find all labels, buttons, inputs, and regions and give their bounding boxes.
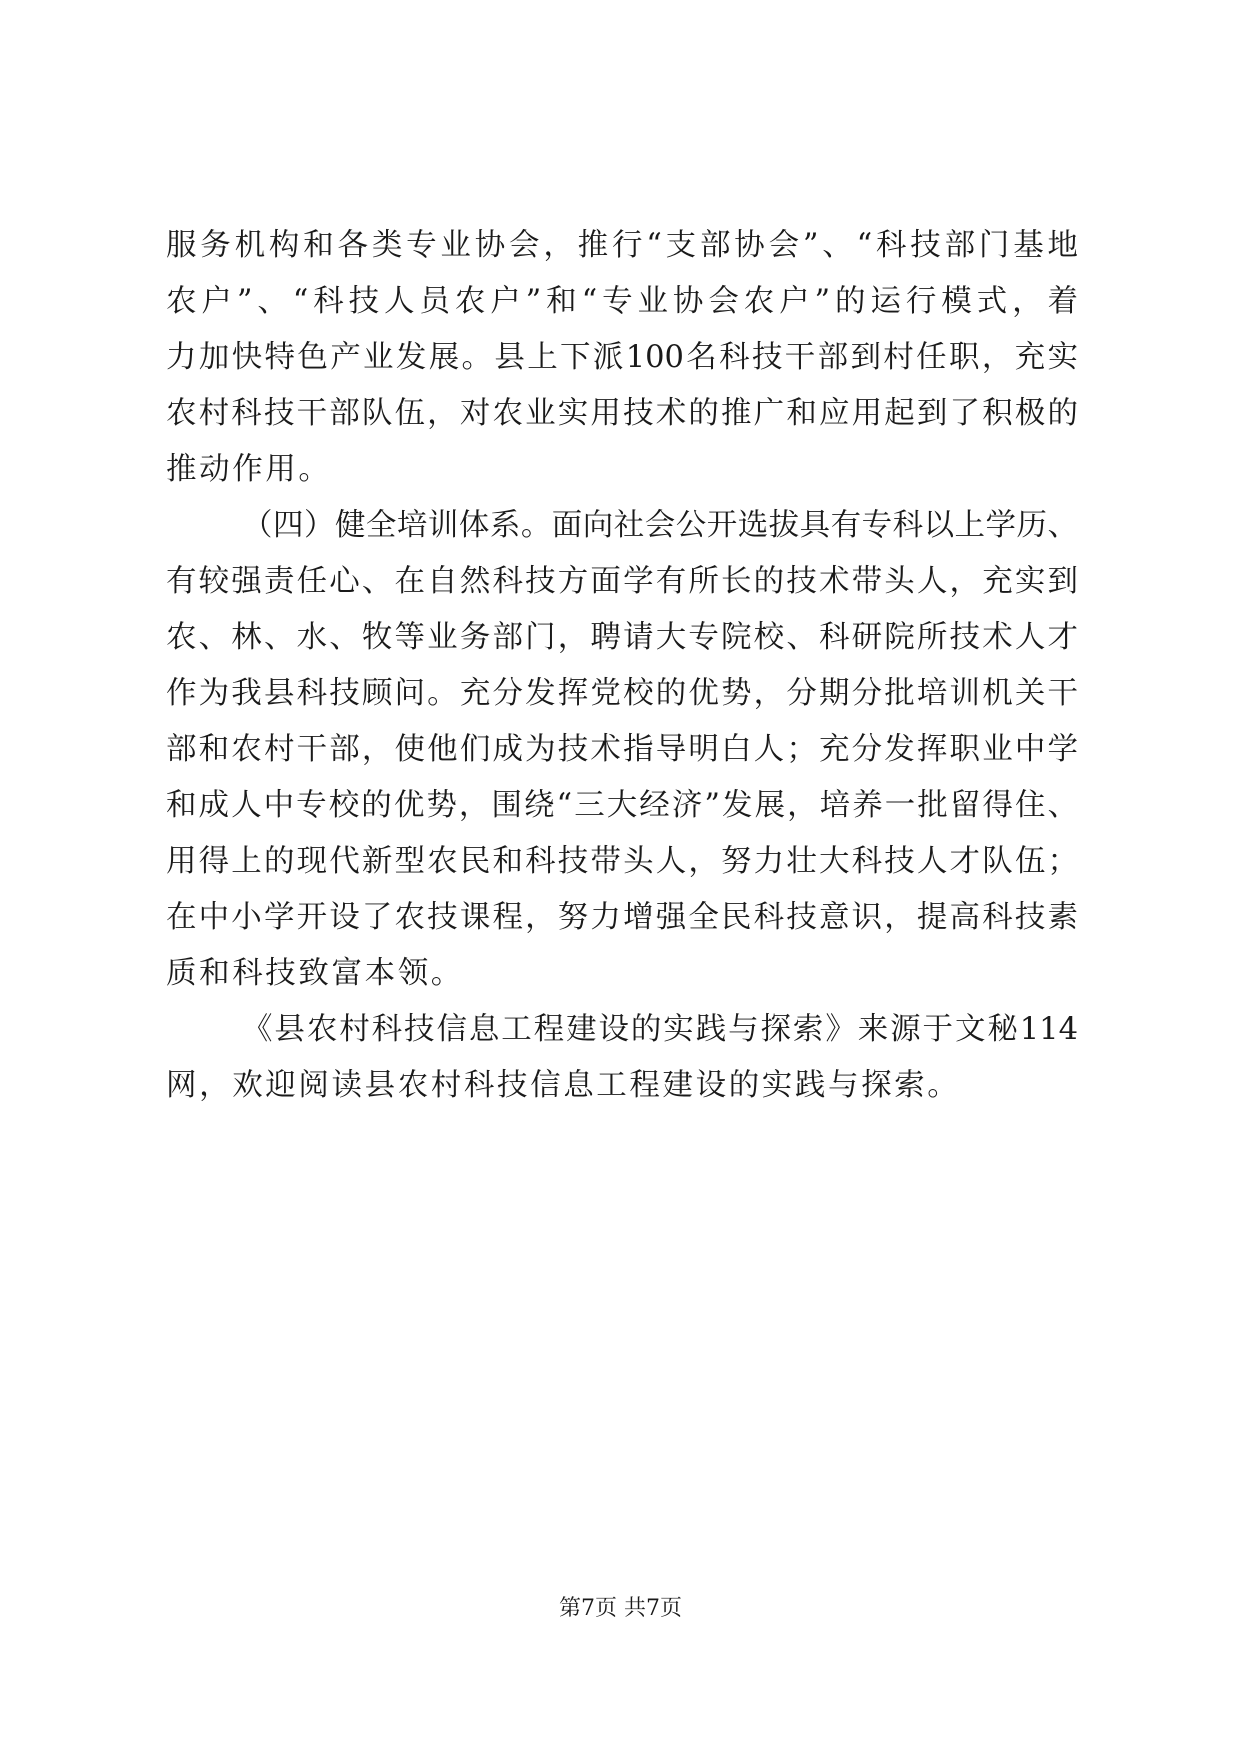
text-line: 质和科技致富本领。 <box>166 956 464 991</box>
source-note-line: 《县农村科技信息工程建设的实践与探索》来源于文秘114 <box>242 1012 1078 1047</box>
page-number-footer: 第7页 共7页 <box>559 1596 682 1621</box>
text-line: 作为我县科技顾问。充分发挥党校的优势，分期分批培训机关干 <box>166 676 1078 711</box>
text-line: 农村科技干部队伍，对农业实用技术的推广和应用起到了积极的 <box>166 396 1078 431</box>
text-line: 在中小学开设了农技课程，努力增强全民科技意识，提高科技素 <box>166 900 1078 935</box>
text-line: 和成人中专校的优势，围绕“三大经济”发展，培养一批留得住、 <box>166 788 1078 823</box>
text-line: 推动作用。 <box>166 452 332 487</box>
text-line: 有较强责任心、在自然科技方面学有所长的技术带头人，充实到 <box>166 564 1078 599</box>
text-line: 农户”、“科技人员农户”和“专业协会农户”的运行模式，着 <box>166 284 1078 319</box>
text-line: 用得上的现代新型农民和科技带头人，努力壮大科技人才队伍； <box>166 844 1078 879</box>
paragraph-heading-line: （四）健全培训体系。面向社会公开选拔具有专科以上学历、 <box>242 508 1078 543</box>
text-line: 服务机构和各类专业协会，推行“支部协会”、“科技部门基地 <box>166 228 1078 263</box>
text-line: 力加快特色产业发展。县上下派100名科技干部到村任职，充实 <box>166 340 1078 375</box>
text-line: 农、林、水、牧等业务部门，聘请大专院校、科研院所技术人才 <box>166 620 1078 655</box>
text-line: 部和农村干部，使他们成为技术指导明白人；充分发挥职业中学 <box>166 732 1078 767</box>
source-note-line: 网，欢迎阅读县农村科技信息工程建设的实践与探索。 <box>166 1068 961 1103</box>
